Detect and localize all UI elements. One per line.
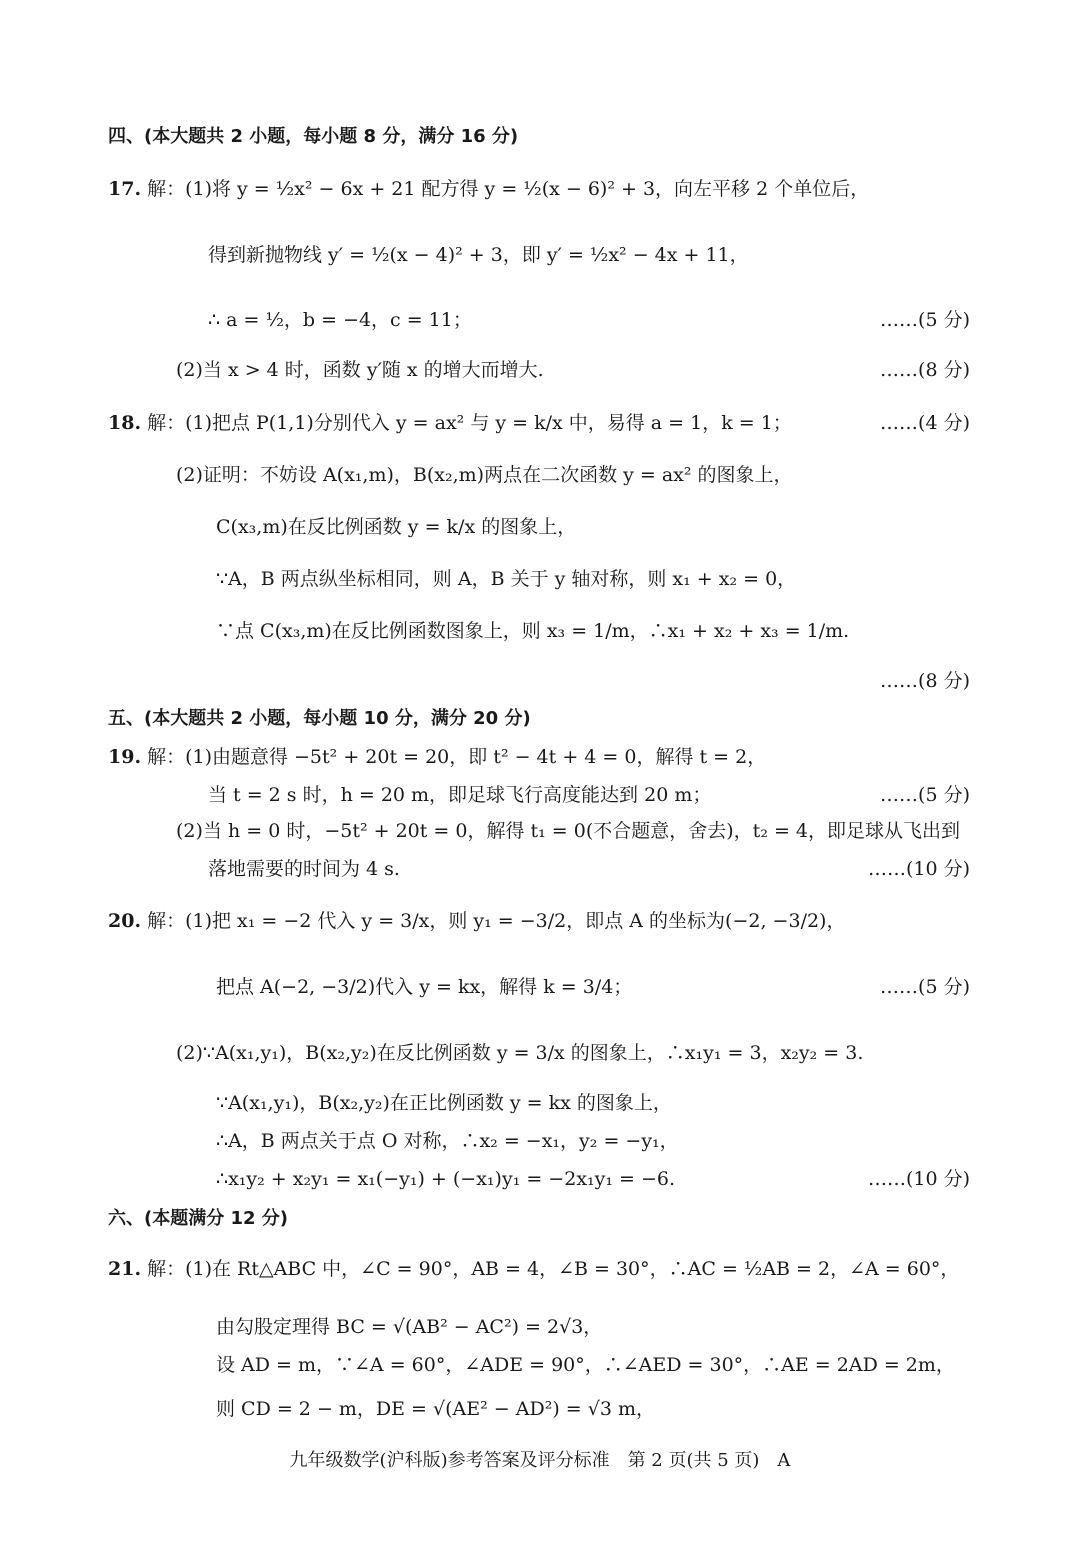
q17-text-1: 解：(1)将 y = ½x² − 6x + 21 配方得 y = ½(x − 6)² + 3，向左平移 2 个单位后， [147, 178, 870, 200]
q18-line-5: ∵点 C(x₃,m)在反比例函数图象上，则 x₃ = 1/m，∴x₁ + x₂ + x₃ = 1/m. [216, 620, 850, 642]
q17-line-3: ∴ a = ½，b = −4，c = 11； [208, 309, 472, 331]
q18-number: 18. [108, 412, 142, 434]
q20-line-6: ∴x₁y₂ + x₂y₁ = x₁(−y₁) + (−x₁)y₁ = −2x₁y₁ = −6. [216, 1168, 676, 1190]
q17-score-1: ……(5 分) [880, 309, 970, 331]
q19-line-2: 当 t = 2 s 时，h = 20 m，即足球飞行高度能达到 20 m； [208, 784, 712, 806]
q17-line-1 [108, 176, 869, 202]
q18-line-1 [108, 410, 792, 436]
q19-text-1: 解：(1)由题意得 −5t² + 20t = 20，即 t² − 4t + 4 = 0，解得 t = 2， [147, 746, 767, 768]
q20-score-1: ……(5 分) [880, 976, 970, 998]
q18-line-2: (2)证明：不妨设 A(x₁,m)，B(x₂,m)两点在二次函数 y = ax² 的图象上， [176, 464, 793, 486]
q21-line-3: 设 AD = m，∵∠A = 60°，∠ADE = 90°，∴∠AED = 30°，∴AE = 2AD = 2m， [216, 1354, 955, 1376]
q20-number: 20. [108, 910, 142, 932]
q21-line-4: 则 CD = 2 − m，DE = √(AE² − AD²) = √3 m， [216, 1398, 655, 1420]
q19-line-3: (2)当 h = 0 时，−5t² + 20t = 0，解得 t₁ = 0(不合题意，舍去)，t₂ = 4，即足球从飞出到 [176, 820, 961, 842]
q18-score-1: ……(4 分) [880, 412, 970, 434]
q18-score-2: ……(8 分) [880, 670, 970, 692]
q19-score-1: ……(5 分) [880, 784, 970, 806]
section-four-heading: 四、(本大题共 2 小题，每小题 8 分，满分 16 分) [108, 126, 519, 147]
q20-line-3: (2)∵A(x₁,y₁)，B(x₂,y₂)在反比例函数 y = 3/x 的图象上，∴x₁y₁ = 3，x₂y₂ = 3. [176, 1042, 864, 1064]
q20-line-1 [108, 908, 845, 934]
q19-line-4: 落地需要的时间为 4 s. [208, 858, 400, 880]
q20-line-5: ∴A，B 两点关于点 O 对称，∴x₂ = −x₁，y₂ = −y₁， [216, 1130, 679, 1152]
q19-number: 19. [108, 746, 142, 768]
section-six-heading: 六、(本题满分 12 分) [108, 1208, 289, 1229]
q20-score-2: ……(10 分) [867, 1168, 970, 1190]
q21-text-1: 解：(1)在 Rt△ABC 中，∠C = 90°，AB = 4，∠B = 30°，∴AC = ½AB = 2，∠A = 60°， [147, 1258, 960, 1280]
q19-line-1 [108, 744, 766, 770]
q19-score-2: ……(10 分) [867, 858, 970, 880]
q17-score-2: ……(8 分) [880, 359, 970, 381]
q17-line-4: (2)当 x > 4 时，函数 y′随 x 的增大而增大. [176, 359, 544, 381]
q18-line-3: C(x₃,m)在反比例函数 y = k/x 的图象上， [216, 516, 577, 538]
q21-number: 21. [108, 1258, 142, 1280]
q18-text-1: 解：(1)把点 P(1,1)分别代入 y = ax² 与 y = k/x 中，易得 a = 1，k = 1； [147, 412, 792, 434]
q20-line-2: 把点 A(−2, −3/2)代入 y = kx，解得 k = 3/4； [216, 976, 633, 998]
q20-line-4: ∵A(x₁,y₁)，B(x₂,y₂)在正比例函数 y = kx 的图象上， [216, 1092, 672, 1114]
section-five-heading: 五、(本大题共 2 小题，每小题 10 分，满分 20 分) [108, 708, 531, 729]
q20-text-1: 解：(1)把 x₁ = −2 代入 y = 3/x，则 y₁ = −3/2，即点 A 的坐标为(−2, −3/2)， [147, 910, 846, 932]
q18-line-4: ∵A，B 两点纵坐标相同，则 A，B 关于 y 轴对称，则 x₁ + x₂ = 0， [216, 568, 797, 590]
q21-line-2: 由勾股定理得 BC = √(AB² − AC²) = 2√3， [216, 1316, 603, 1338]
q17-number: 17. [108, 178, 142, 200]
q17-line-2: 得到新抛物线 y′ = ½(x − 4)² + 3，即 y′ = ½x² − 4x + 11， [208, 244, 749, 266]
page-footer: 九年级数学(沪科版)参考答案及评分标准 第 2 页(共 5 页) A [289, 1450, 791, 1471]
q21-line-1 [108, 1256, 959, 1282]
